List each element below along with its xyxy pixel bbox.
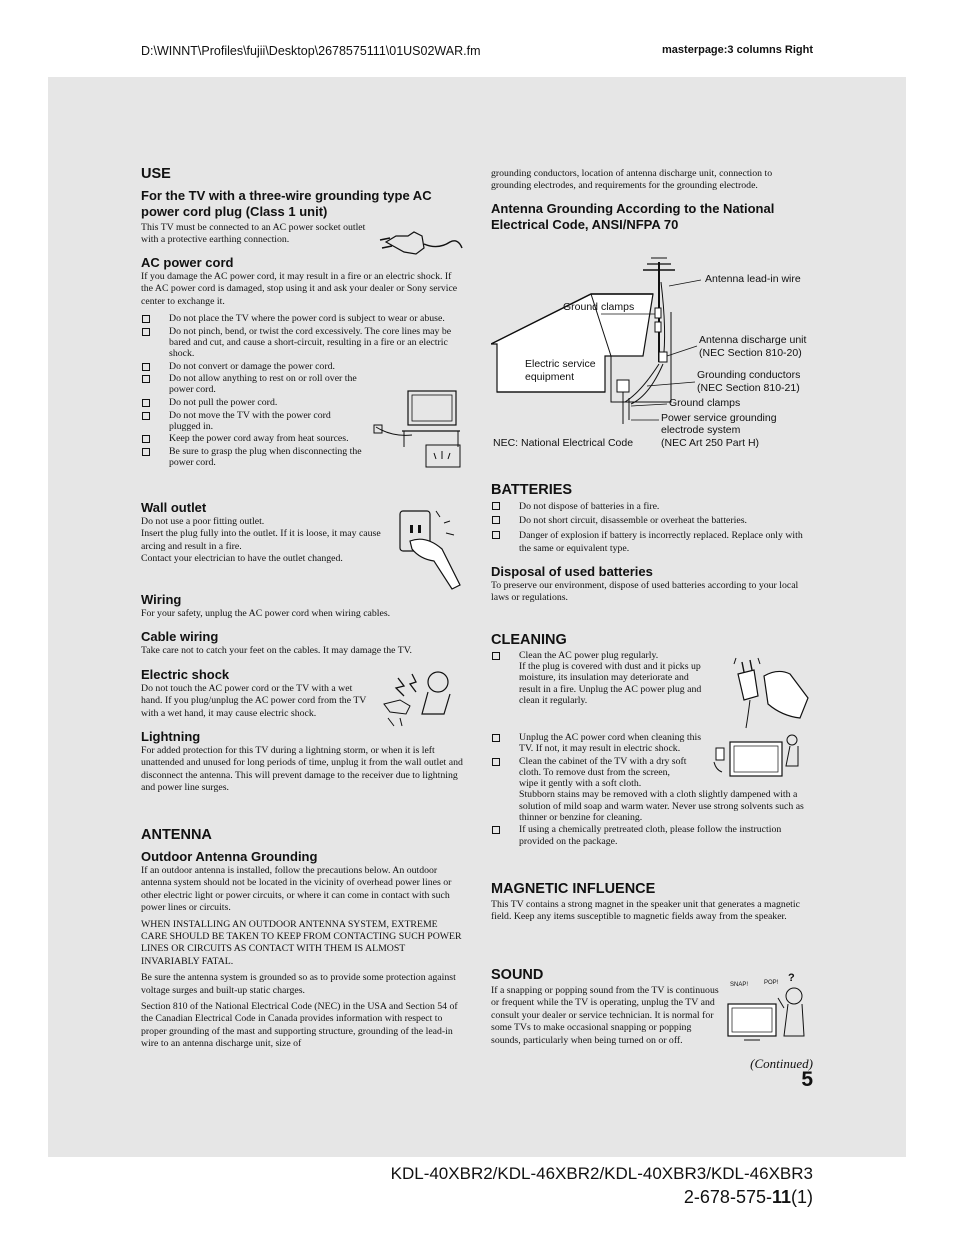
part-number-bold: 11	[771, 1187, 791, 1207]
continued-label: (Continued)	[750, 1056, 813, 1071]
list-item	[491, 650, 709, 706]
list-item: Do not pinch, bend, or twist the cord excessively. The core lines may be bared and cut, and cause a short-circuit, resulting in a fire or an electric shock.	[141, 326, 463, 360]
snap-label: SNAP!	[730, 982, 749, 988]
snap-pop-illustration: SNAP! POP! ?	[724, 974, 814, 1046]
magnetic-text: This TV contains a strong magnet in the speaker unit that generates a magnetic field. Keep any items susceptible to magnetic fields away from the speaker.	[491, 899, 800, 923]
three-wire-heading: For the TV with a three-wire grounding type AC power cord plug (Class 1 unit)	[141, 188, 432, 219]
discharge-nec-label: (NEC Section 810-20)	[699, 347, 802, 359]
sound-heading: SOUND	[491, 967, 544, 983]
page-number: 5	[801, 1068, 813, 1091]
disposal-heading: Disposal of used batteries	[491, 563, 653, 579]
part-number	[684, 1187, 813, 1208]
antenna-lead-label: Antenna lead-in wire	[705, 273, 801, 285]
wet-hand-shock-illustration	[380, 668, 464, 730]
plug-cleaning-illustration	[728, 656, 812, 730]
sound-text: If a snapping or popping sound from the TV is continuous or frequent while the TV is operating, unplug the TV and consult your dealer or service technician. It is normal for some TVs to make occasional snapping or popping sounds, particularly when being turned on or off.	[491, 985, 719, 1046]
electric-service-label: Electric service	[525, 358, 596, 370]
wall-outlet-illustration	[396, 505, 466, 591]
outdoor-antenna-heading: Outdoor Antenna Grounding	[141, 849, 318, 864]
grounding-conductors-label: Grounding conductors	[697, 369, 801, 381]
cleaning-item1-detail: If the plug is covered with dust and it picks up moisture, its insulation may deteriorate and result in a fire. Unplug the AC power plug and clean it regularly.	[519, 661, 702, 706]
list-item: Keep the power cord away from heat sources.	[141, 433, 379, 444]
ground-clamps-bottom-label: Ground clamps	[669, 397, 741, 409]
tv-cleaning-illustration	[710, 732, 802, 784]
discharge-unit-label: Antenna discharge unit	[699, 334, 807, 346]
wiring-heading: Wiring	[141, 592, 182, 607]
cleaning-item3: Clean the cabinet of the TV with a dry soft cloth. To remove dust from the screen, wipe it gently with a soft cloth.	[519, 755, 687, 790]
antenna-grounding-heading: Antenna Grounding According to the National Electrical Code, ANSI/NFPA 70	[491, 201, 775, 232]
antenna-grounding-diagram	[491, 252, 813, 452]
ac-power-cord-text: If you damage the AC power cord, it may result in a fire or an electric shock. If the AC power cord is damaged, stop using it and ask your dealer or Sony service center to exchange it.	[141, 270, 458, 307]
list-item: Danger of explosion if battery is incorrectly replaced. Replace only with the same or equivalent type.	[491, 529, 813, 555]
list-item: If using a chemically pretreated cloth, please follow the instruction provided on the package.	[491, 824, 813, 846]
wall-outlet-line3: Contact your electrician to have the outlet changed.	[141, 553, 343, 565]
list-item: Do not place the TV where the power cord is subject to wear or abuse.	[141, 313, 463, 324]
wall-outlet-line2: Insert the plug fully into the outlet. If it is loose, it may cause arcing and result in a fire.	[141, 528, 381, 552]
wall-outlet-line1: Do not use a poor fitting outlet.	[141, 516, 265, 527]
three-wire-text: This TV must be connected to an AC power socket outlet with a protective earthing connection.	[141, 222, 366, 246]
grounding-nec-label: (NEC Section 810-21)	[697, 382, 800, 394]
cleaning-heading: CLEANING	[491, 632, 567, 648]
use-heading: USE	[141, 166, 171, 182]
wiring-text: For your safety, unplug the AC power cord when wiring cables.	[141, 608, 391, 619]
ac-power-cord-heading: AC power cord	[141, 254, 234, 270]
lightning-heading: Lightning	[141, 729, 201, 745]
cleaning-item1: Clean the AC power plug regularly.	[519, 650, 659, 661]
magnetic-heading: MAGNETIC INFLUENCE	[491, 881, 656, 897]
plug-illustration	[378, 224, 464, 264]
lightning-text: For added protection for this TV during a lightning storm, or when it is left unattended and unused for long periods of time, unplug it from the wall outlet and disconnect the antenna. This will prevent damage to the receiver due to lightning and power line surges.	[141, 745, 463, 794]
part-number-prefix: 2-678-575-	[683, 1187, 772, 1207]
antenna-heading: ANTENNA	[141, 827, 212, 843]
pop-label: POP!	[764, 980, 779, 986]
list-item: Unplug the AC power cord when cleaning this TV. If not, it may result in electric shock.	[491, 732, 709, 754]
electric-shock-text: Do not touch the AC power cord or the TV with a wet hand. If you plug/unplug the AC power cord from the TV with a wet hand, it may cause electric shock.	[141, 682, 367, 719]
list-item: Do not convert or damage the power cord.	[141, 361, 379, 372]
outdoor-p2: WHEN INSTALLING AN OUTDOOR ANTENNA SYSTEM, EXTREME CARE SHOULD BE TAKEN TO KEEP FROM CONTACTING SUCH POWER LINES OR CIRCUITS AS CONTACT WITH THEM IS ALMOST INVARIABLY FATAL.	[141, 918, 462, 967]
batteries-list	[491, 500, 813, 555]
grounding-continued-text: grounding conductors, location of antenna discharge unit, connection to grounding electrodes, and requirements for the grounding electrode.	[491, 168, 773, 191]
list-item: Do not allow anything to rest on or roll over the power cord.	[141, 373, 374, 395]
outdoor-p4: Section 810 of the National Electrical Code (NEC) in the USA and Section 54 of the Canadian Electrical Code in Canada provides information with respect to proper grounding of the mast and supporting structure, grounding of the lead-in wire to an antenna discharge unit, size of	[141, 1001, 458, 1050]
disposal-text: To preserve our environment, dispose of used batteries according to your local laws or regulations.	[491, 579, 799, 604]
electric-shock-heading: Electric shock	[141, 666, 230, 682]
list-item: Do not dispose of batteries in a fire.	[491, 500, 813, 513]
masterpage-label: masterpage:3 columns Right	[662, 44, 813, 56]
tv-on-stand-illustration	[372, 387, 464, 471]
cable-wiring-text: Take care not to catch your feet on the cables. It may damage the TV.	[141, 645, 412, 657]
cleaning-item3-detail: Stubborn stains may be removed with a cloth slightly dampened with a solution of mild soap and warm water. Never use strong solvents such as thinner or benzine for cleaning.	[519, 789, 804, 823]
nec-art-label: (NEC Art 250 Part H)	[661, 437, 760, 449]
outdoor-p1: If an outdoor antenna is installed, follow the precautions below. An outdoor antenna system should not be located in the vicinity of overhead power lines or other electric light or power circuits, or where it can come in contact with such power lines or circuits.	[141, 865, 452, 914]
part-number-suffix: (1)	[791, 1187, 813, 1207]
batteries-heading: BATTERIES	[491, 482, 573, 498]
file-path-header: D:\WINNT\Profiles\fujii\Desktop\2678575111\01US02WAR.fm	[141, 44, 481, 58]
ground-clamps-top-label: Ground clamps	[563, 301, 635, 313]
list-item: Do not pull the power cord.	[141, 397, 374, 408]
model-numbers: KDL-40XBR2/KDL-46XBR2/KDL-40XBR3/KDL-46XBR3	[390, 1164, 813, 1183]
electrode-system-label: electrode system	[661, 424, 741, 436]
power-service-label: Power service grounding	[661, 412, 777, 424]
outdoor-p3: Be sure the antenna system is grounded so as to provide some protection against voltage surges and built-up static charges.	[141, 972, 456, 996]
list-item: Be sure to grasp the plug when disconnecting the power cord.	[141, 446, 374, 468]
list-item: Do not short circuit, disassemble or overheat the batteries.	[491, 514, 813, 527]
equipment-label: equipment	[525, 371, 575, 383]
nec-note-label: NEC: National Electrical Code	[493, 437, 634, 449]
list-item: Do not move the TV with the power cord plugged in.	[141, 410, 364, 432]
cable-wiring-heading: Cable wiring	[141, 629, 219, 645]
wall-outlet-heading: Wall outlet	[141, 500, 207, 515]
